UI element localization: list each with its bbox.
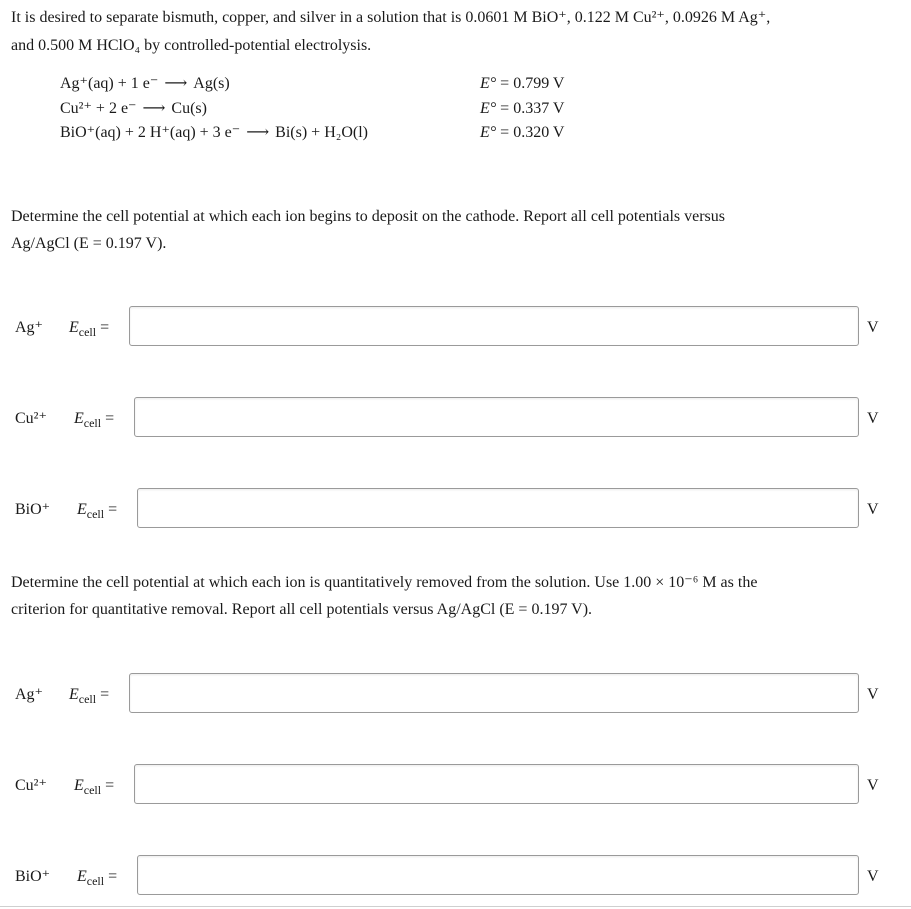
potential-copper	[480, 97, 564, 121]
e-subscript: cell	[78, 325, 97, 340]
unit-label: V	[867, 686, 879, 703]
part1-row-silver	[0, 306, 911, 350]
intro-line-1: It is desired to separate bismuth, copper, and silver in a solution that is 0.0601 M BiO⁺, 0.122 M Cu²⁺, 0.0926 M Ag⁺,	[11, 9, 771, 26]
ion-label: Cu²⁺	[15, 410, 47, 427]
ecell-label	[69, 683, 109, 707]
unit-label: V	[867, 868, 879, 885]
reaction-arrow: ⟶	[246, 124, 270, 141]
reaction-bismuth	[60, 121, 368, 145]
ion-label: Ag⁺	[15, 319, 43, 336]
ion-label: Cu²⁺	[15, 777, 47, 794]
equals-sign: =	[105, 777, 115, 794]
ecell-label	[77, 865, 117, 889]
e-symbol: E	[77, 501, 87, 518]
ion-label: BiO⁺	[15, 501, 51, 518]
unit-label: V	[867, 501, 879, 518]
part1-line-1: Determine the cell potential at which each ion begins to deposit on the cathode. Report all cell potentials versus	[11, 208, 726, 225]
e-subscript: cell	[86, 874, 105, 889]
e-subscript: cell	[86, 507, 105, 522]
ecell-input-cu-deposit[interactable]	[134, 397, 859, 437]
ecell-input-ag-removal[interactable]	[129, 673, 859, 713]
intro-line-2: and 0.500 M HClO₄ by controlled-potential electrolysis.	[11, 37, 372, 54]
equals-sign: =	[108, 501, 118, 518]
ecell-input-ag-deposit[interactable]	[129, 306, 859, 346]
reaction-left: Cu²⁺ + 2 e⁻	[60, 100, 137, 117]
ecell-label	[74, 774, 114, 798]
divider	[0, 906, 911, 907]
ecell-label	[69, 316, 109, 340]
part2-row-silver	[0, 673, 911, 717]
ecell-label	[74, 407, 114, 431]
part2-line-1: Determine the cell potential at which each ion is quantitatively removed from the solution. Use 1.00 × 10⁻⁶ M as the	[11, 574, 758, 591]
problem-intro	[11, 4, 901, 60]
part2-prompt	[11, 569, 891, 623]
e-standard-symbol: E°	[480, 100, 497, 117]
part2-line-2: criterion for quantitative removal. Report all cell potentials versus Ag/AgCl (E = 0.197 V).	[11, 601, 593, 618]
e-standard-symbol: E°	[480, 75, 497, 92]
ecell-input-bio-deposit[interactable]	[137, 488, 859, 528]
reaction-copper	[60, 97, 207, 121]
reaction-left: BiO⁺(aq) + 2 H⁺(aq) + 3 e⁻	[60, 124, 241, 141]
reaction-right: Bi(s) + H₂O(l)	[275, 124, 368, 141]
potential-value: = 0.320 V	[500, 124, 565, 141]
ion-label: Ag⁺	[15, 686, 43, 703]
potential-bismuth	[480, 121, 564, 145]
equals-sign: =	[105, 410, 115, 427]
equals-sign: =	[100, 319, 110, 336]
part2-row-bismuth	[0, 855, 911, 899]
part2-row-copper	[0, 764, 911, 808]
e-subscript: cell	[78, 692, 97, 707]
part1-row-bismuth	[0, 488, 911, 532]
part1-line-2: Ag/AgCl (E = 0.197 V).	[11, 235, 167, 252]
reaction-silver	[60, 72, 230, 96]
e-symbol: E	[77, 868, 87, 885]
unit-label: V	[867, 777, 879, 794]
equals-sign: =	[100, 686, 110, 703]
equals-sign: =	[108, 868, 118, 885]
unit-label: V	[867, 410, 879, 427]
e-subscript: cell	[83, 416, 102, 431]
e-symbol: E	[74, 777, 84, 794]
ecell-label	[77, 498, 117, 522]
reaction-arrow: ⟶	[142, 100, 166, 117]
e-standard-symbol: E°	[480, 124, 497, 141]
e-symbol: E	[69, 319, 79, 336]
ecell-input-cu-removal[interactable]	[134, 764, 859, 804]
reaction-arrow: ⟶	[164, 75, 188, 92]
e-subscript: cell	[83, 783, 102, 798]
e-symbol: E	[74, 410, 84, 427]
reaction-left: Ag⁺(aq) + 1 e⁻	[60, 75, 159, 92]
part1-row-copper	[0, 397, 911, 441]
potential-value: = 0.799 V	[500, 75, 565, 92]
unit-label: V	[867, 319, 879, 336]
ecell-input-bio-removal[interactable]	[137, 855, 859, 895]
ion-label: BiO⁺	[15, 868, 51, 885]
potential-value: = 0.337 V	[500, 100, 565, 117]
e-symbol: E	[69, 686, 79, 703]
reaction-right: Cu(s)	[171, 100, 207, 117]
potential-silver	[480, 72, 564, 96]
part1-prompt	[11, 203, 891, 257]
reaction-right: Ag(s)	[193, 75, 230, 92]
